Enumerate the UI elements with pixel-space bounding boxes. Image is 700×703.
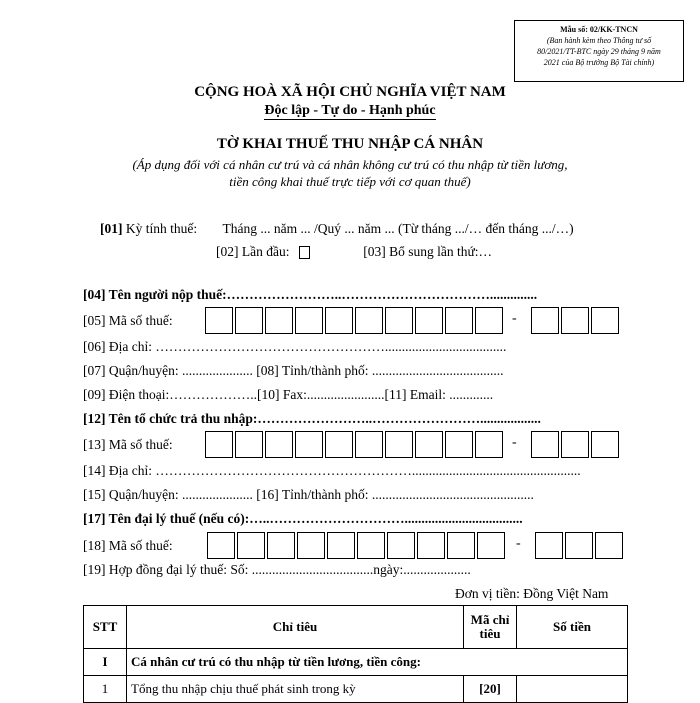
form-note-2: 80/2021/TT-BTC ngày 29 tháng 9 năm (537, 47, 661, 56)
tax-code-dash: - (512, 311, 517, 326)
row-amount-input[interactable] (517, 676, 628, 703)
field-18: [18] Mã số thuế: (83, 538, 173, 553)
form-code: Mẫu số: 02/KK-TNCN (560, 25, 638, 34)
currency-unit: Đơn vị tiền: Đồng Việt Nam (455, 586, 609, 601)
field-01-value: Tháng ... năm ... /Quý ... năm ... (Từ tháng .../… đến tháng .../…) (222, 221, 574, 236)
field-07-08: [07] Quận/huyện: ..................... [08] Tỉnh/thành phố: ....................................... (83, 363, 504, 378)
first-time-row (216, 244, 492, 260)
subtitle-line-1: (Áp dụng đối với cá nhân cư trú và cá nhân không cư trú có thu nhập từ tiền lương, (132, 157, 568, 172)
tax-table (83, 605, 628, 703)
table-row (84, 676, 628, 703)
header-code: Mã chỉ tiêu (464, 606, 517, 649)
country-heading: CỘNG HOÀ XÃ HỘI CHỦ NGHĨA VIỆT NAM (194, 84, 506, 100)
subtitle-line-2: tiền công khai thuế trực tiếp với cơ quan thuế) (229, 174, 471, 189)
tax-code-boxes-13[interactable] (205, 431, 505, 458)
field-02: [02] Lần đầu: (216, 244, 290, 259)
form-subtitle (0, 156, 700, 190)
field-01-text: Kỳ tính thuế: (125, 221, 198, 236)
tax-code-branch-boxes-13[interactable] (531, 431, 621, 458)
form-note-1: (Ban hành kèm theo Thông tư số (546, 36, 652, 45)
form-note-3: 2021 của Bộ trưởng Bộ Tài chính) (543, 58, 655, 67)
motto-text: Độc lập - Tự do - Hạnh phúc (264, 103, 436, 118)
form-code-box (514, 20, 684, 82)
field-17: [17] Tên đại lý thuế (nếu có):…..…………………………................................... (83, 511, 523, 526)
row-label: Cá nhân cư trú có thu nhập từ tiền lương, tiền công: (127, 649, 628, 676)
header-criteria: Chỉ tiêu (127, 606, 464, 649)
motto (0, 103, 700, 119)
tax-code-dash: - (516, 536, 521, 551)
field-09-11: [09] Điện thoại:………………..[10] Fax:.......................[11] Email: ............. (83, 387, 494, 402)
field-03: [03] Bổ sung lần thứ:… (363, 244, 493, 259)
tax-period-row (100, 221, 574, 237)
tax-code-branch-boxes-18[interactable] (535, 532, 625, 559)
field-05: [05] Mã số thuế: (83, 313, 173, 328)
field-15-16: [15] Quận/huyện: ..................... [16] Tỉnh/thành phố: ................................................ (83, 487, 534, 502)
first-time-checkbox[interactable] (299, 246, 310, 259)
field-12: [12] Tên tổ chức trả thu nhập:……………………..…………………….................. (83, 411, 541, 426)
header-stt: STT (84, 606, 127, 649)
row-code: [20] (464, 676, 517, 703)
table-row (84, 649, 628, 676)
tax-code-dash: - (512, 435, 517, 450)
field-13: [13] Mã số thuế: (83, 437, 173, 452)
field-01-label: [01] (100, 221, 123, 236)
field-19: [19] Hợp đồng đại lý thuế: Số: ....................................ngày:.................... (83, 562, 471, 577)
tax-code-branch-boxes-05[interactable] (531, 307, 621, 334)
form-title: TỜ KHAI THUẾ THU NHẬP CÁ NHÂN (216, 136, 484, 152)
header-amount: Số tiền (517, 606, 628, 649)
row-stt: I (84, 649, 127, 676)
table-header-row (84, 606, 628, 649)
field-04: [04] Tên người nộp thuế:……………………..…………………………….............. (83, 287, 538, 302)
row-stt: 1 (84, 676, 127, 703)
row-label: Tổng thu nhập chịu thuế phát sinh trong kỳ (127, 676, 464, 703)
tax-code-boxes-05[interactable] (205, 307, 505, 334)
tax-code-boxes-18[interactable] (207, 532, 507, 559)
field-14: [14] Địa chỉ: ………………………………………………….................................................. (83, 463, 581, 478)
field-06: [06] Địa chỉ: …………………………………………….................................... (83, 339, 507, 354)
